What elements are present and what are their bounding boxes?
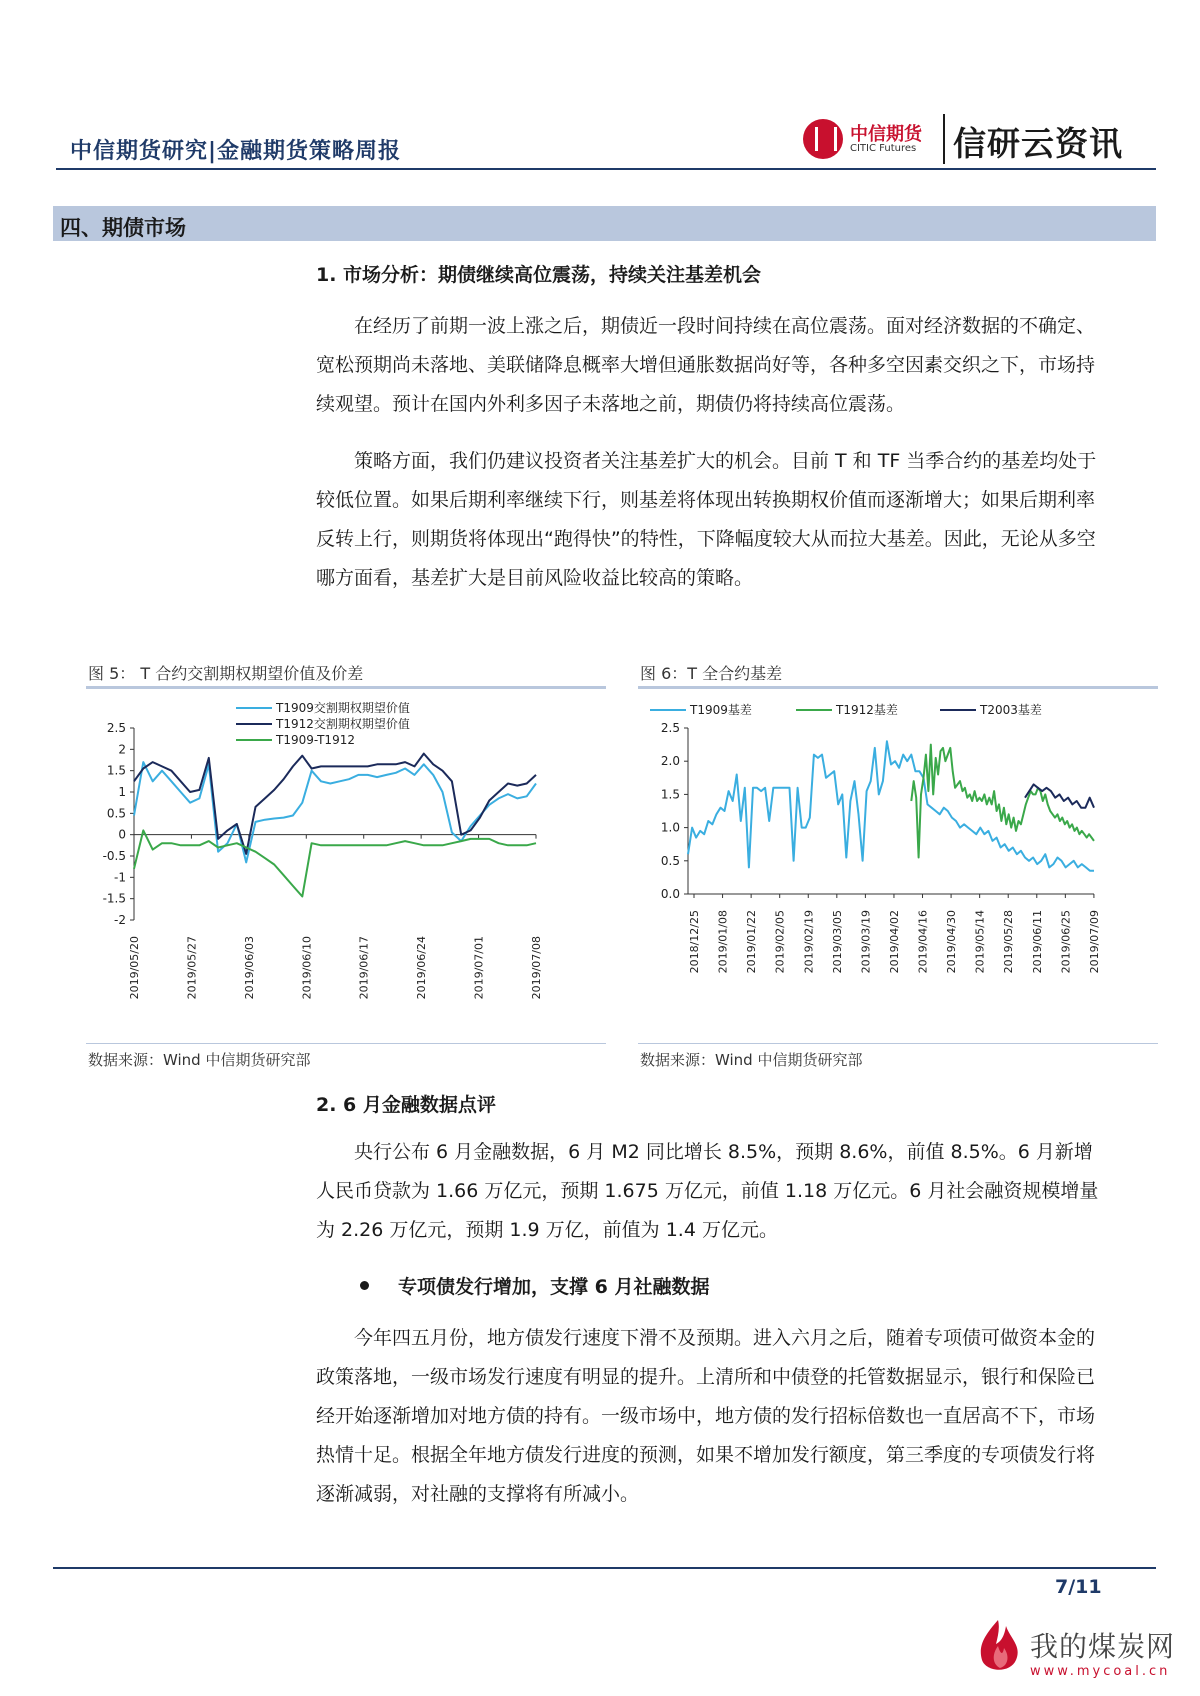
logo-divider	[943, 114, 945, 164]
page-number: 7/11	[1055, 1576, 1102, 1598]
subsection-2-title: 2. 6 月金融数据点评	[316, 1094, 496, 1116]
legend-label: T1909交割期权期望价值	[276, 701, 410, 715]
figure-6-caption-rule	[638, 686, 1158, 689]
legend-label: T1912基差	[836, 703, 898, 717]
bullet-title: 专项债发行增加，支撑 6 月社融数据	[398, 1276, 710, 1298]
watermark-url: www.mycoal.cn	[1030, 1664, 1171, 1679]
footer-rule	[53, 1567, 1156, 1569]
series-line-1	[911, 745, 1094, 858]
section-bar	[53, 206, 1156, 241]
x-tick-label: 2019/02/19	[802, 910, 816, 974]
brand-name: 信研云资讯	[953, 124, 1123, 163]
bullet-body	[316, 1319, 1110, 1514]
legend-label: T2003基差	[980, 703, 1042, 717]
flame-logo-icon	[970, 1616, 1026, 1680]
citic-logo-icon	[803, 119, 843, 159]
x-tick-label: 2019/01/22	[745, 910, 759, 974]
x-tick-label: 2019/04/16	[916, 910, 930, 974]
y-tick-label: 0.0	[660, 887, 680, 901]
y-tick-label: -0.5	[102, 849, 126, 863]
y-tick-label: 1.5	[106, 763, 126, 778]
y-tick-label: 1.0	[660, 820, 680, 835]
series-line-0	[134, 762, 536, 862]
legend-label: T1909基差	[690, 703, 752, 717]
x-tick-label: 2019/02/05	[773, 910, 787, 974]
y-tick-label: 0.5	[106, 806, 126, 821]
y-tick-label: 0.5	[660, 853, 680, 868]
y-tick-label: 1	[118, 785, 126, 799]
x-tick-label: 2019/03/19	[859, 910, 873, 974]
x-tick-label: 2019/01/08	[716, 910, 730, 974]
x-tick-label: 2019/05/20	[128, 936, 141, 1000]
paragraph: 在经历了前期一波上涨之后，期债近一段时间持续在高位震荡。面对经济数据的不确定、宽松预期尚未落地、美联储降息概率大增但通胀数据尚好等，各种多空因素交织之下，市场持续观望。预计在国内外利多因子未落地之前，期债仍将持续高位震荡。	[316, 315, 1096, 415]
x-tick-label: 2019/05/28	[1002, 910, 1016, 974]
x-tick-label: 2019/04/02	[887, 910, 901, 974]
y-tick-label: 2.5	[660, 721, 680, 735]
legend-label: T1912交割期权期望价值	[276, 717, 410, 731]
logo-en-text: CITIC Futures	[850, 143, 917, 154]
y-tick-label: 1.5	[660, 787, 680, 802]
x-tick-label: 2019/07/09	[1087, 910, 1101, 974]
x-tick-label: 2019/07/01	[472, 936, 486, 1000]
x-tick-label: 2019/06/10	[300, 936, 314, 1000]
x-tick-label: 2019/06/03	[242, 936, 256, 1000]
section-title: 四、期债市场	[60, 216, 186, 240]
y-tick-label: -1.5	[102, 891, 126, 906]
paragraph: 策略方面，我们仍建议投资者关注基差扩大的机会。目前 T 和 TF 当季合约的基差均处于较低位置。如果后期利率继续下行，则基差将体现出转换期权价值而逐渐增大；如果后期利率反转上行，则期货将体现出“跑得快”的特性，下降幅度较大从而拉大基差。因此，无论从多空哪方面看，基差扩大是目前风险收益比较高的策略。	[316, 450, 1097, 589]
series-line-2	[1025, 784, 1094, 807]
figure-6-source: 数据来源：Wind 中信期货研究部	[640, 1051, 863, 1069]
series-line-0	[688, 741, 1094, 871]
y-tick-label: 2.5	[106, 721, 126, 735]
figure-5-caption: 图 5： T 合约交割期权期望价值及价差	[88, 664, 364, 683]
x-tick-label: 2019/06/25	[1059, 910, 1073, 974]
figure-5-source-rule	[86, 1043, 606, 1044]
report-header-title: 中信期货研究|金融期货策略周报	[70, 139, 402, 164]
series-line-2	[134, 830, 536, 896]
figure-6-source-rule	[638, 1043, 1158, 1044]
paragraph: 今年四五月份，地方债发行速度下滑不及预期。进入六月之后，随着专项债可做资本金的政策落地，一级市场发行速度有明显的提升。上清所和中债登的托管数据显示，银行和保险已经开始逐渐增加对地方债的持有。一级市场中，地方债的发行招标倍数也一直居高不下，市场热情十足。根据全年地方债发行进度的预测，如果不增加发行额度，第三季度的专项债发行将逐渐减弱，对社融的支撑将有所减小。	[316, 1327, 1096, 1505]
figure-5-chart	[86, 694, 606, 1042]
header-rule	[56, 168, 1156, 170]
x-tick-label: 2019/06/24	[415, 936, 429, 1000]
figure-6-caption: 图 6：T 全合约基差	[640, 664, 783, 683]
logo-cn-text: 中信期货	[850, 124, 922, 145]
x-tick-label: 2019/05/27	[185, 936, 199, 1000]
subsection-1-title: 1. 市场分析：期债继续高位震荡，持续关注基差机会	[316, 264, 762, 286]
x-tick-label: 2019/05/14	[973, 910, 987, 974]
x-tick-label: 2019/03/05	[830, 910, 844, 974]
x-tick-label: 2019/07/08	[530, 936, 543, 1000]
bullet-dot-icon	[360, 1281, 369, 1290]
x-tick-label: 2018/12/25	[688, 910, 701, 974]
watermark-text: 我的煤炭网	[1030, 1630, 1176, 1663]
legend-label: T1909-T1912	[276, 733, 355, 747]
subsection-1-body	[316, 307, 1110, 598]
x-tick-label: 2019/06/17	[357, 936, 371, 1000]
y-tick-label: -1	[114, 870, 126, 885]
y-tick-label: 2.0	[660, 754, 680, 769]
x-tick-label: 2019/06/11	[1030, 910, 1044, 974]
y-tick-label: 0	[118, 827, 126, 842]
figure-6-chart	[638, 694, 1158, 1042]
y-tick-label: 2	[118, 742, 126, 757]
x-tick-label: 2019/04/30	[945, 910, 959, 974]
paragraph: 央行公布 6 月金融数据，6 月 M2 同比增长 8.5%，预期 8.6%，前值 8.5%。6 月新增人民币贷款为 1.66 万亿元，预期 1.675 万亿元，前值 1.18 万亿元。6 月社会融资规模增量为 2.26 万亿元，预期 1.9 万亿，前值为 1.4 万亿元。	[316, 1141, 1099, 1241]
figure-5-caption-rule	[86, 686, 606, 689]
figure-5-source: 数据来源：Wind 中信期货研究部	[88, 1051, 311, 1069]
y-tick-label: -2	[114, 913, 126, 927]
subsection-2-body	[316, 1133, 1110, 1250]
